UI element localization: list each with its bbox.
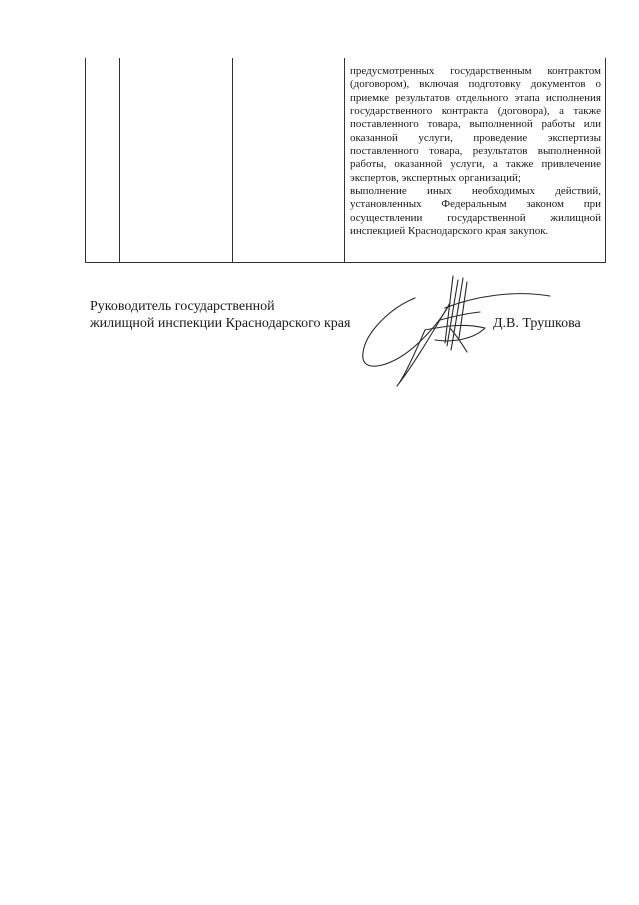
cell-paragraph-1: предусмотренных государственным контрактом (договором), включая подготовку документов о приемке результатов отдельного этапа исполнения государственного контракта (договора), а также поставленного товара, выполненной работы или оказанной услуги, проведение экспертизы поставленного товара, результатов выполненной работы, оказанной услуги, а также привлечение экспертов, экспертных организаций; (350, 65, 601, 184)
signatory-name: Д.В. Трушкова (493, 316, 581, 331)
signatory-title (90, 298, 350, 332)
column-divider (119, 58, 120, 262)
table-fragment (85, 58, 606, 263)
column-divider (344, 58, 345, 262)
signatory-title-line-1: Руководитель государственной (90, 299, 275, 314)
signatory-title-line-2: жилищной инспекции Краснодарского края (90, 316, 351, 331)
cell-paragraph-2: выполнение иных необходимых действий, установленных Федеральным законом при осуществлении государственной жилищной инспекцией Краснодарского края закупок. (350, 185, 601, 238)
column-divider (232, 58, 233, 262)
table-cell-duties (350, 65, 601, 238)
